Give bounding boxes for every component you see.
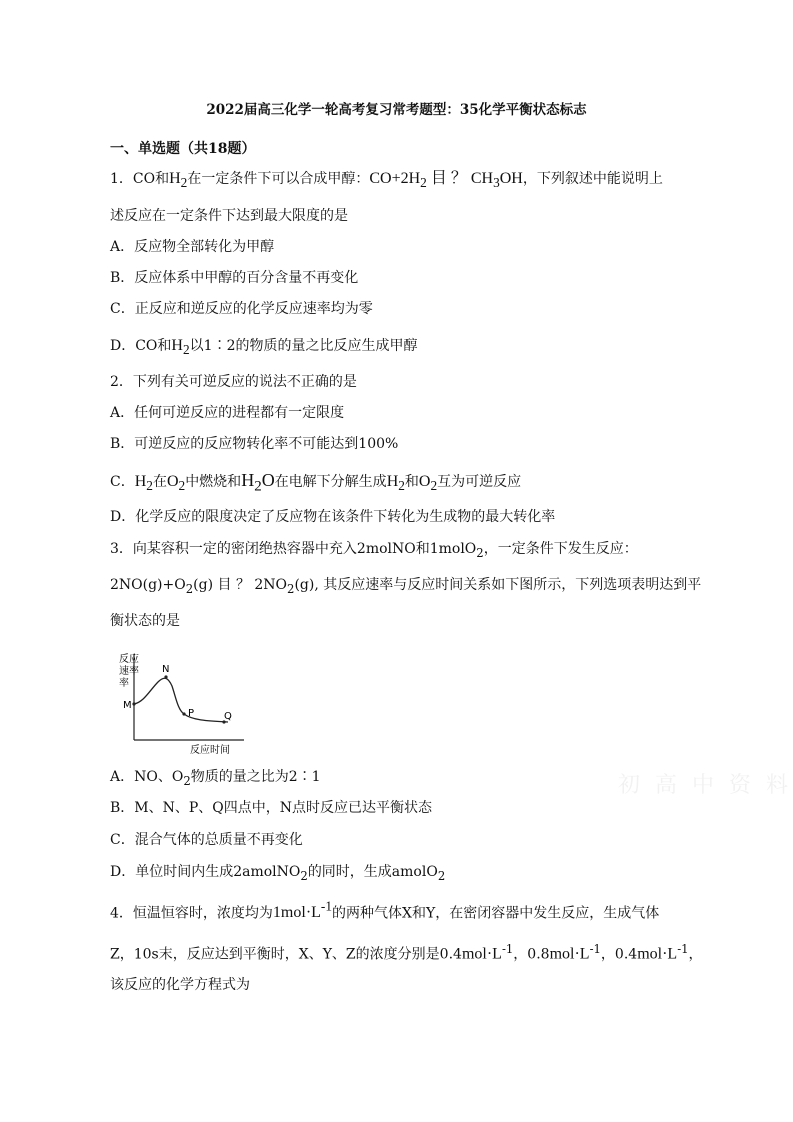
point-m-marker: [132, 702, 135, 705]
q3-stem2-pre: 2NO(g)+O: [110, 577, 186, 593]
q1-eq-sub: 2: [420, 175, 427, 191]
q3-stem2-sub: 2: [185, 581, 194, 596]
q1-h2-sub: 2: [180, 175, 188, 191]
q1-stem-line2: 述反应在一定条件下达到最大限度的是: [110, 208, 348, 224]
q2-c-post: 互为可逆反应: [437, 474, 522, 490]
q1-suffix: ，下列叙述中能说明上: [522, 171, 663, 187]
q2-c-and: 和: [404, 474, 419, 490]
q1-option-c: C．正反应和逆反应的化学反应速率均为零: [110, 301, 373, 317]
q1-d-h: H: [171, 337, 183, 354]
rate-time-graph: [118, 650, 248, 760]
q2-c-h2b-sub: 2: [398, 478, 405, 494]
q2-c-h2o: [241, 470, 275, 495]
q2-c-h2b-h: H: [386, 473, 399, 490]
q1-eq-right-sub: 3: [493, 175, 500, 191]
q1-prefix: 1．CO和: [110, 171, 170, 187]
point-m-label: M: [123, 700, 132, 711]
q4-sep-2: ，: [600, 946, 615, 963]
q2-c-mid: 中燃烧和: [185, 474, 242, 490]
q2-c-mid2: 在电解下分解生成: [274, 474, 387, 490]
q1-d-pre: D．CO和: [110, 338, 172, 354]
document-title: 2022届高三化学一轮高考复习常考题型：35化学平衡状态标志: [206, 102, 587, 118]
q4-conc-y-sup: -1: [589, 942, 601, 956]
q2-option-d: D．化学反应的限度决定了反应物在该条件下转化为生成物的最大转化率: [110, 509, 556, 525]
q4-l1-conc: [272, 899, 333, 922]
q2-c-o-sub: 2: [178, 478, 186, 494]
q4-l1-pre: 4．恒温恒容时，浓度均为: [110, 905, 273, 922]
q3-stem-line3: 衡状态的是: [110, 613, 180, 629]
q2-option-b: B．可逆反应的反应物转化率不可能达到100%: [110, 436, 399, 452]
q3-stem1-pre: 3．向某容积一定的密闭绝热容器中充入2molNO和1molO: [110, 541, 477, 557]
q3-option-d: [110, 863, 445, 885]
q3-stem1-post: ，一定条件下发生反应：: [483, 541, 638, 557]
q3-d-sub: 2: [300, 868, 308, 883]
q3-stem2-post: (g), 其反应速率与反应时间关系如下图所示，下列选项表明达到平: [294, 577, 702, 593]
q4-l1-unit: mol·L: [280, 904, 321, 922]
q2-c-h-sub: 2: [146, 478, 153, 494]
q1-h2: [169, 170, 188, 191]
q1-eq-right: CH: [470, 170, 494, 187]
q2-c-h2b: [386, 473, 405, 494]
q2-stem: 2．下列有关可逆反应的说法不正确的是: [110, 374, 357, 390]
q4-conc-x-value: 0.4: [439, 946, 462, 963]
q1-stem-line1: [110, 170, 663, 192]
q2-c-o2b: [418, 473, 438, 494]
y-label-1: 反应: [119, 654, 139, 665]
q4-conc-x-sup: -1: [501, 942, 514, 956]
x-axis-label: 反应时间: [190, 745, 230, 756]
q1-d-h2: [171, 337, 190, 358]
q1-mid: 在一定条件下可以合成甲醇：: [187, 171, 370, 187]
q3-option-c: C．混合气体的总质量不再变化: [110, 832, 303, 848]
watermark: 初 高 中 资 料: [618, 773, 792, 798]
point-p-label: P: [188, 708, 195, 719]
q3-d-pre: D．单位时间内生成2amolNO: [110, 864, 301, 880]
q2-c-h2o-o: O: [261, 470, 275, 490]
q3-a-post: 物质的量之比为2∶1: [190, 769, 321, 785]
q4-l1-sup: -1: [320, 899, 333, 914]
q1-d-post: 以1∶2的物质的量之比反应生成甲醇: [189, 338, 418, 354]
q1-eq-arrow: 目 ？: [426, 170, 471, 187]
q2-c-h: H: [134, 473, 147, 490]
q1-option-d: [110, 337, 417, 359]
q3-d-mid: 的同时，生成amolO: [307, 864, 438, 880]
q2-c-in: 在: [152, 474, 167, 490]
q4-sep-1: ，: [513, 946, 528, 963]
q3-stem-line2: [110, 576, 701, 598]
q4-conc-z-unit: mol·L: [637, 945, 678, 963]
q2-c-o2: [166, 473, 186, 494]
q2-c-h2: [134, 473, 153, 494]
rate-curve: [134, 678, 228, 722]
q2-c-pre: C．: [110, 474, 135, 490]
q4-stem-line3: 该反应的化学方程式为: [110, 977, 250, 993]
q1-option-b: B．反应体系中甲醇的百分含量不再变化: [110, 270, 359, 286]
q3-stem2-sub2: 2: [287, 581, 295, 596]
q4-l1-post: 的两种气体X和Y，在密闭容器中发生反应，生成气体: [332, 905, 660, 922]
q3-option-a: [110, 768, 321, 790]
q4-l2-pre: Z，10s末，反应达到平衡时，X、Y、Z的浓度分别是: [110, 946, 440, 963]
q3-stem1-sub: 2: [476, 545, 484, 560]
q3-stem2-mid: (g) 目 ？ 2NO: [193, 577, 288, 593]
q1-d-sub: 2: [182, 342, 190, 358]
q2-c-h2o-sub: 2: [254, 478, 262, 495]
q1-eq-right-post: OH: [499, 170, 523, 187]
q3-d-sub2: 2: [437, 868, 446, 883]
q4-sep-3: ，: [688, 946, 703, 963]
q1-h2-symbol: H: [169, 170, 181, 187]
q1-eq-left: CO+2H: [369, 170, 421, 187]
q3-option-b: B．M、N、P、Q四点中，N点时反应已达平衡状态: [110, 800, 433, 816]
section-header: 一、单选题（共18题）: [110, 141, 256, 157]
q4-stem-line1: [110, 898, 659, 922]
q4-conc-x-unit: mol·L: [461, 945, 502, 963]
q3-a-pre: A．NO、O: [110, 769, 184, 785]
y-label-2: 速率: [119, 666, 139, 677]
q2-option-c: [110, 471, 521, 496]
q2-c-o2b-sub: 2: [430, 478, 438, 494]
q3-stem-line1: [110, 540, 638, 562]
q2-c-o: O: [166, 473, 179, 490]
q1-option-a: A．反应物全部转化为甲醇: [110, 239, 275, 255]
q4-conc-y-value: 0.8: [527, 946, 550, 963]
point-q-label: Q: [224, 711, 232, 722]
q2-c-o2b-o: O: [418, 473, 431, 490]
point-n-label: N: [162, 664, 170, 675]
y-label-3: 率: [119, 678, 129, 689]
point-p-marker: [182, 712, 185, 715]
q4-conc-y-unit: mol·L: [549, 945, 590, 963]
q3-a-sub: 2: [183, 773, 191, 788]
q4-l1-val: 1: [272, 904, 281, 922]
q4-stem-line2: [110, 940, 703, 964]
q4-conc-z-sup: -1: [677, 942, 689, 956]
point-n-marker: [164, 675, 167, 678]
q2-option-a: A．任何可逆反应的进程都有一定限度: [110, 405, 345, 421]
q2-c-h2o-h: H: [241, 470, 255, 490]
q4-conc-z-value: 0.4: [614, 946, 638, 963]
q1-equation: [369, 170, 523, 191]
